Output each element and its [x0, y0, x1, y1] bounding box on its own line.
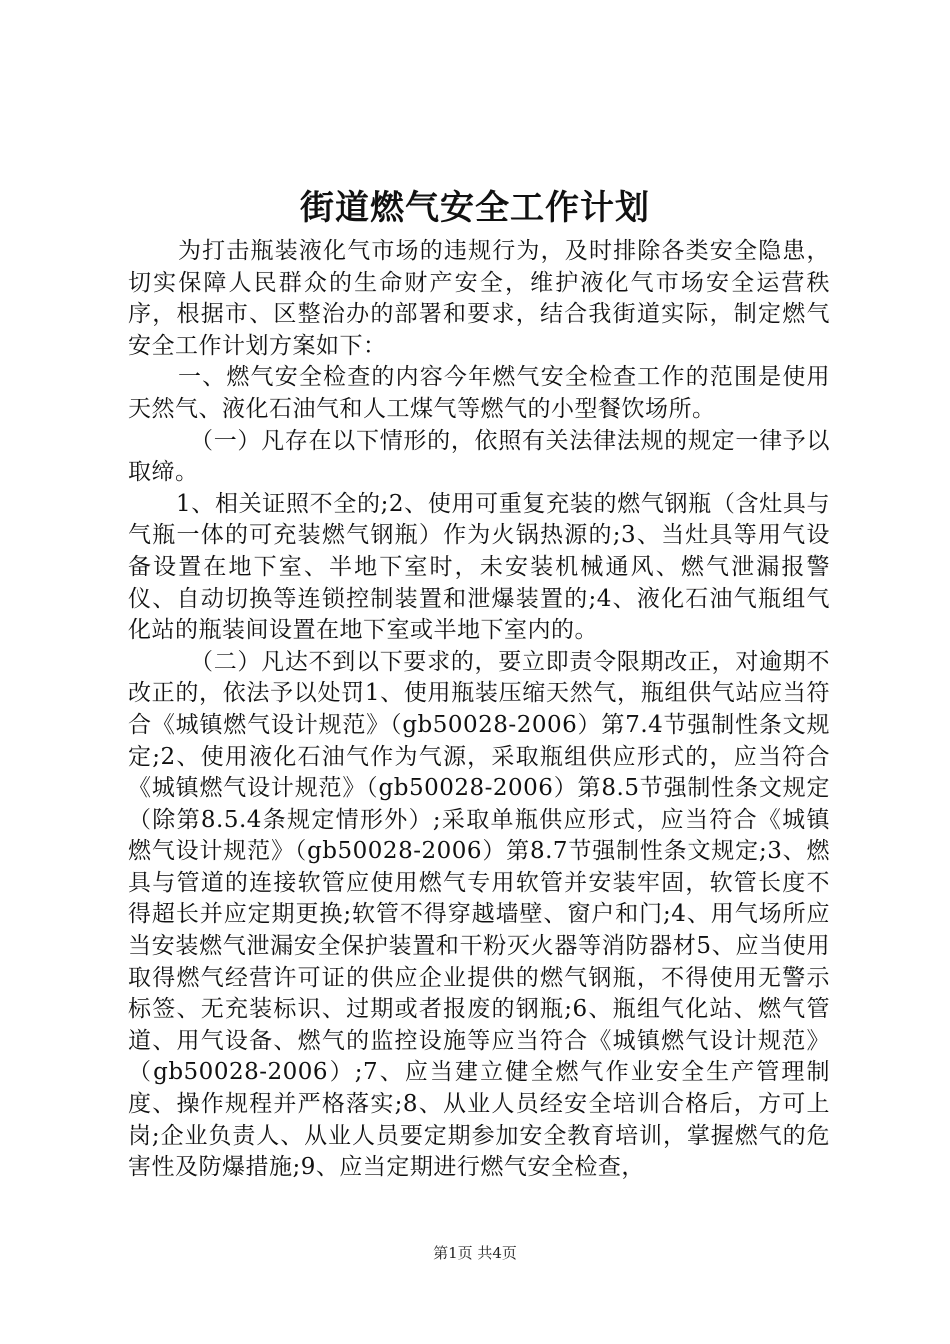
- paragraph-intro: 为打击瓶装液化气市场的违规行为，及时排除各类安全隐患，切实保障人民群众的生命财产安全，维护液化气市场安全运营秩序，根据市、区整治办的部署和要求，结合我街道实际，制定燃气安全工作计划方案如下：: [128, 238, 830, 359]
- document-title: 街道燃气安全工作计划: [300, 188, 650, 228]
- paragraph-subsection-2: （二）凡达不到以下要求的，要立即责令限期改正，对逾期不改正的，依法予以处罚1、使用瓶装压缩天然气，瓶组供气站应当符合《城镇燃气设计规范》（gb50028-2006）第7.4节强制性条文规定;2、使用液化石油气作为气源，采取瓶组供应形式的，应当符合《城镇燃气设计规范》（gb50028-2006）第8.5节强制性条文规定（除第8.5.4条规定情形外）;采取单瓶供应形式，应当符合《城镇燃气设计规范》（gb50028-2006）第8.7节强制性条文规定;3、燃具与管道的连接软管应使用燃气专用软管并安装牢固，软管长度不得超长并应定期更换;软管不得穿越墙壁、窗户和门;4、用气场所应当安装燃气泄漏安全保护装置和干粉灭火器等消防器材5、应当使用取得燃气经营许可证的供应企业提供的燃气钢瓶，不得使用无警示标签、无充装标识、过期或者报废的钢瓶;6、瓶组气化站、燃气管道、用气设备、燃气的监控设施等应当符合《城镇燃气设计规范》（gb50028-2006）;7、应当建立健全燃气作业安全生产管理制度、操作规程并严格落实;8、从业人员经安全培训合格后，方可上岗;企业负责人、从业人员要定期参加安全教育培训，掌握燃气的危害性及防爆措施;9、应当定期进行燃气安全检查，: [128, 648, 830, 1181]
- paragraph-section-1: 一、燃气安全检查的内容今年燃气安全检查工作的范围是使用天然气、液化石油气和人工煤气等燃气的小型餐饮场所。: [128, 364, 830, 422]
- page-footer: 第1页 共4页: [433, 1244, 517, 1262]
- paragraph-list-1: 1、相关证照不全的;2、使用可重复充装的燃气钢瓶（含灶具与气瓶一体的可充装燃气钢瓶）作为火锅热源的;3、当灶具等用气设备设置在地下室、半地下室时，未安装机械通风、燃气泄漏报警仪、自动切换等连锁控制装置和泄爆装置的;4、液化石油气瓶组气化站的瓶装间设置在地下室或半地下室内的。: [128, 490, 830, 644]
- document-body: [128, 236, 830, 1184]
- paragraph-subsection-1: （一）凡存在以下情形的，依照有关法律法规的规定一律予以取缔。: [128, 427, 830, 486]
